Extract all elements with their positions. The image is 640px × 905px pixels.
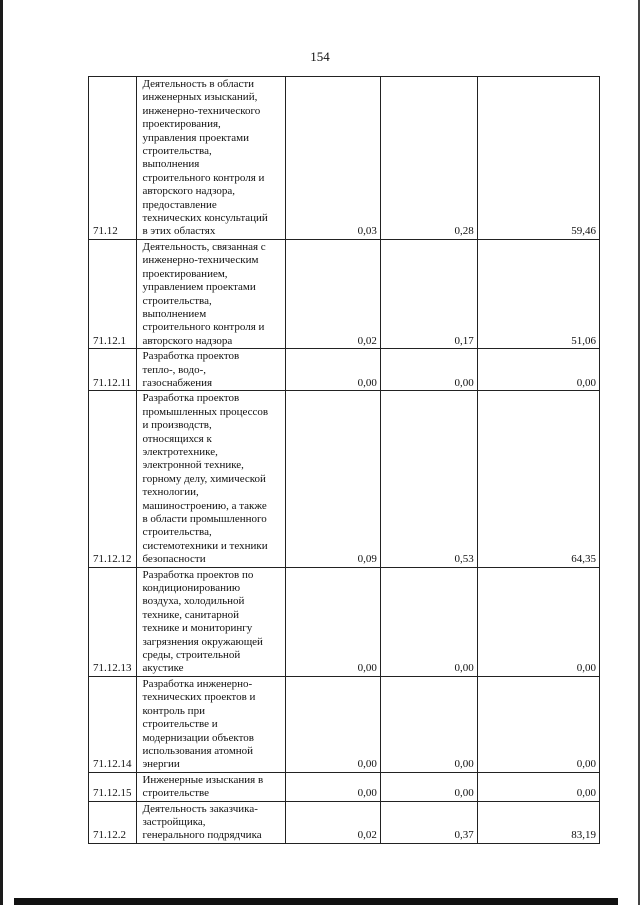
value-col-2: 0,00	[380, 772, 477, 801]
okved-code: 71.12.1	[89, 239, 137, 348]
value-col-3: 59,46	[477, 77, 599, 240]
table-row	[89, 772, 600, 801]
okved-code: 71.12.15	[89, 772, 137, 801]
value-col-3: 51,06	[477, 239, 599, 348]
value-col-2: 0,28	[380, 77, 477, 240]
value-col-1: 0,00	[286, 349, 381, 391]
table-row	[89, 77, 600, 240]
data-table	[88, 76, 600, 844]
value-col-3: 0,00	[477, 772, 599, 801]
table-row	[89, 676, 600, 772]
table-grid	[88, 76, 600, 844]
value-col-1: 0,00	[286, 676, 381, 772]
activity-name: Деятельность в области инженерных изысканий, инженерно-технического проектирования, управления проектами строительства, выполнения строительного контроля и авторского надзора, предоставление технических консультаций в этих областях	[137, 77, 286, 240]
activity-name: Разработка проектов промышленных процессов и производств, относящихся к электротехнике, электронной технике, горному делу, химической технологии, машиностроению, а также в области промышленного строительства, системотехники и техники безопасности	[137, 391, 286, 567]
scan-edge-left	[0, 0, 3, 905]
value-col-2: 0,17	[380, 239, 477, 348]
activity-name: Разработка проектов тепло-, водо-, газоснабжения	[137, 349, 286, 391]
activity-name: Разработка проектов по кондиционированию воздуха, холодильной технике, санитарной технике и мониторингу загрязнения окружающей среды, строительной акустике	[137, 567, 286, 676]
value-col-3: 0,00	[477, 349, 599, 391]
value-col-1: 0,03	[286, 77, 381, 240]
value-col-2: 0,00	[380, 676, 477, 772]
okved-code: 71.12	[89, 77, 137, 240]
value-col-2: 0,37	[380, 801, 477, 843]
value-col-3: 64,35	[477, 391, 599, 567]
value-col-1: 0,00	[286, 567, 381, 676]
page-number: 154	[310, 49, 330, 64]
activity-name: Деятельность, связанная с инженерно-техническим проектированием, управлением проектами строительства, выполнением строительного контроля и авторского надзора	[137, 239, 286, 348]
scan-bar-bottom	[14, 898, 618, 905]
value-col-1: 0,02	[286, 801, 381, 843]
activity-name: Инженерные изыскания в строительстве	[137, 772, 286, 801]
value-col-2: 0,00	[380, 567, 477, 676]
table-row	[89, 801, 600, 843]
table-row	[89, 567, 600, 676]
value-col-1: 0,02	[286, 239, 381, 348]
table-row	[89, 391, 600, 567]
okved-code: 71.12.2	[89, 801, 137, 843]
value-col-3: 83,19	[477, 801, 599, 843]
value-col-2: 0,53	[380, 391, 477, 567]
table-row	[89, 239, 600, 348]
activity-name: Деятельность заказчика- застройщика, генерального подрядчика	[137, 801, 286, 843]
table-row	[89, 349, 600, 391]
okved-code: 71.12.13	[89, 567, 137, 676]
okved-code: 71.12.11	[89, 349, 137, 391]
okved-code: 71.12.12	[89, 391, 137, 567]
value-col-3: 0,00	[477, 676, 599, 772]
value-col-2: 0,00	[380, 349, 477, 391]
value-col-1: 0,09	[286, 391, 381, 567]
okved-code: 71.12.14	[89, 676, 137, 772]
value-col-3: 0,00	[477, 567, 599, 676]
value-col-1: 0,00	[286, 772, 381, 801]
activity-name: Разработка инженерно- технических проектов и контроль при строительстве и модернизации объектов использования атомной энергии	[137, 676, 286, 772]
